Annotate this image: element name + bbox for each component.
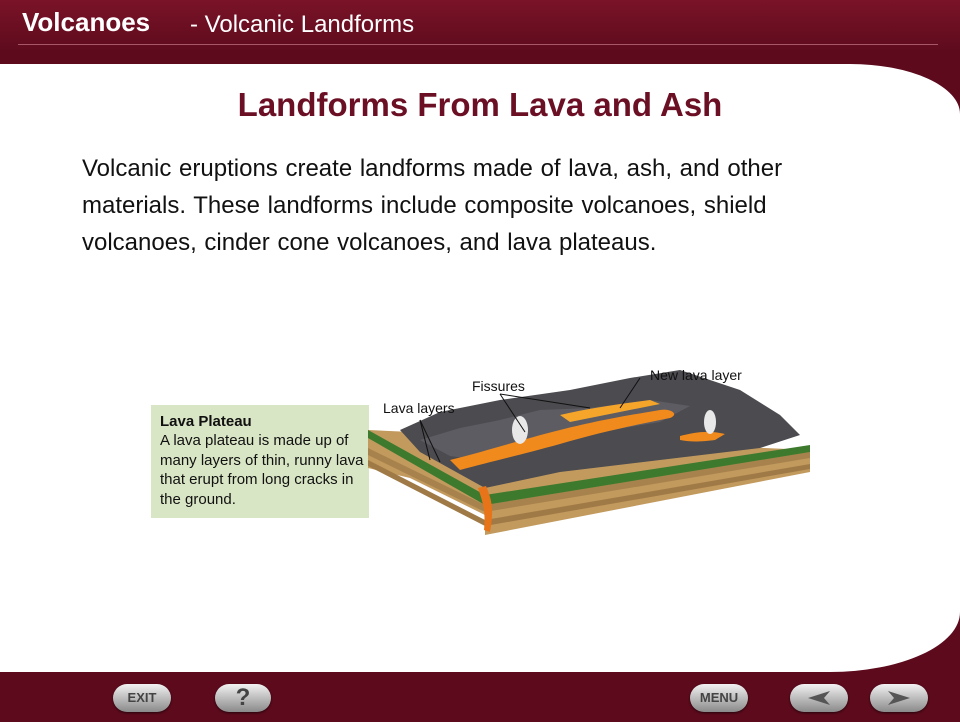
next-button[interactable] (870, 684, 928, 712)
exit-button[interactable]: EXIT (113, 684, 171, 712)
slide-body-text: Volcanic eruptions create landforms made of lava, ash, and other materials. These landforms include composite volcanoes, shield volcanoes, cinder cone volcanoes, and lava plateaus. (82, 155, 783, 256)
caption-body: A lava plateau is made up of many layers of thin, runny lava that erupt from long cracks in the ground. (160, 432, 364, 508)
menu-button[interactable]: MENU (690, 684, 748, 712)
section-title: - Volcanic Landforms (190, 11, 415, 38)
caption-title: Lava Plateau (160, 413, 252, 430)
chevron-right-icon (870, 684, 928, 712)
course-title: Volcanoes (22, 7, 151, 37)
label-lava-layers: Lava layers (383, 400, 455, 416)
slide-title: Landforms From Lava and Ash (237, 86, 723, 123)
label-new-lava-layer: New lava layer (650, 367, 742, 383)
help-button[interactable]: ? (215, 684, 271, 712)
chevron-left-icon (790, 684, 848, 712)
previous-button[interactable] (790, 684, 848, 712)
header-divider (18, 44, 938, 45)
header-bar (0, 0, 960, 50)
label-fissures: Fissures (472, 378, 525, 394)
lava-plateau-diagram (360, 360, 820, 550)
